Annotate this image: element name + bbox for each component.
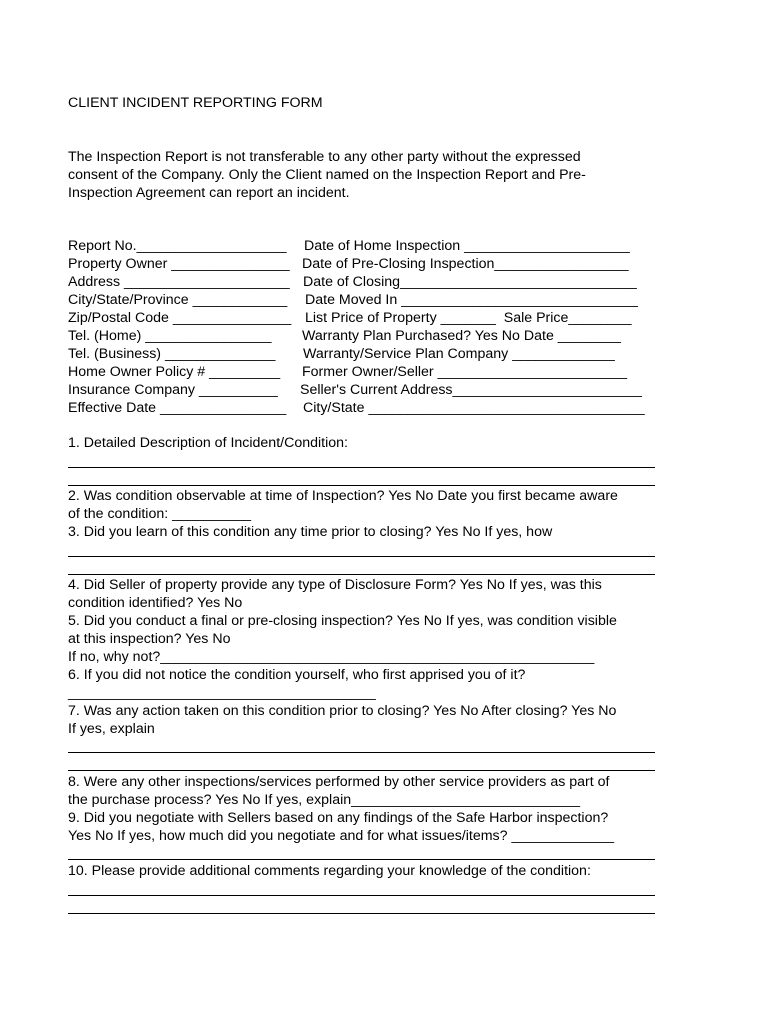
question-10: 10. Please provide additional comments regarding your knowledge of the condition: [68, 863, 591, 879]
intro-line: Inspection Agreement can report an incident. [68, 185, 350, 201]
answer-line[interactable] [68, 556, 655, 557]
question-2: 2. Was condition observable at time of Inspection? Yes No Date you first became aware [68, 488, 618, 504]
date-of-closing-field[interactable]: Date of Closing______________________________ [303, 274, 637, 290]
question-3: 3. Did you learn of this condition any time prior to closing? Yes No If yes, how [68, 524, 553, 540]
warranty-plan-field[interactable]: Warranty Plan Purchased? Yes No Date ________ [302, 328, 621, 344]
answer-line[interactable] [68, 859, 655, 860]
tel-business-field[interactable]: Tel. (Business) ______________ [68, 346, 276, 362]
question-6-answer[interactable]: _______________________________________ [68, 685, 376, 701]
answer-line[interactable] [68, 485, 655, 486]
answer-line[interactable] [68, 467, 655, 468]
question-1: 1. Detailed Description of Incident/Condition: [68, 435, 348, 451]
question-2-aware-date[interactable]: of the condition: __________ [68, 506, 252, 522]
answer-line[interactable] [68, 770, 655, 771]
question-5-continued: at this inspection? Yes No [68, 631, 231, 647]
question-9-continued[interactable]: Yes No If yes, how much did you negotiate and for what issues/items? _____________ [68, 828, 615, 844]
property-owner-field[interactable]: Property Owner _______________ [68, 256, 290, 272]
form-title: CLIENT INCIDENT REPORTING FORM [68, 95, 323, 111]
answer-line[interactable] [68, 895, 655, 896]
question-8-continued[interactable]: the purchase process? Yes No If yes, explain_____________________________ [68, 792, 580, 808]
zip-postal-code-field[interactable]: Zip/Postal Code _______________ [68, 310, 292, 326]
answer-line[interactable] [68, 752, 655, 753]
tel-home-field[interactable]: Tel. (Home) ________________ [68, 328, 272, 344]
question-5-why-not[interactable]: If no, why not?_______________________________________________________ [68, 649, 595, 665]
address-field[interactable]: Address _____________________ [68, 274, 290, 290]
date-home-inspection-field[interactable]: Date of Home Inspection _____________________ [304, 238, 630, 254]
question-6: 6. If you did not notice the condition yourself, who first apprised you of it? [68, 667, 526, 683]
former-owner-seller-field[interactable]: Former Owner/Seller ________________________ [302, 364, 627, 380]
date-pre-closing-inspection-field[interactable]: Date of Pre-Closing Inspection_________________ [302, 256, 629, 272]
question-4: 4. Did Seller of property provide any type of Disclosure Form? Yes No If yes, was this [68, 577, 602, 593]
intro-line: consent of the Company. Only the Client named on the Inspection Report and Pre- [68, 167, 586, 183]
question-4-continued: condition identified? Yes No [68, 595, 243, 611]
question-5: 5. Did you conduct a final or pre-closing inspection? Yes No If yes, was condition visible [68, 613, 617, 629]
question-7: 7. Was any action taken on this condition prior to closing? Yes No After closing? Yes No [68, 703, 617, 719]
report-no-field[interactable]: Report No.___________________ [68, 238, 287, 254]
date-moved-in-field[interactable]: Date Moved In ______________________________ [305, 292, 638, 308]
effective-date-field[interactable]: Effective Date ________________ [68, 400, 287, 416]
answer-line[interactable] [68, 574, 655, 575]
warranty-company-field[interactable]: Warranty/Service Plan Company _____________ [303, 346, 615, 362]
seller-current-address-field[interactable]: Seller's Current Address________________________ [300, 382, 642, 398]
city-state-field[interactable]: City/State ___________________________________ [303, 400, 645, 416]
home-owner-policy-field[interactable]: Home Owner Policy # _________ [68, 364, 281, 380]
answer-line[interactable] [68, 913, 655, 914]
list-sale-price-field[interactable]: List Price of Property _______ Sale Price________ [305, 310, 632, 326]
question-8: 8. Were any other inspections/services performed by other service providers as part of [68, 774, 610, 790]
insurance-company-field[interactable]: Insurance Company __________ [68, 382, 278, 398]
city-state-province-field[interactable]: City/State/Province ____________ [68, 292, 288, 308]
question-9: 9. Did you negotiate with Sellers based on any findings of the Safe Harbor inspection? [68, 810, 609, 826]
question-7-continued: If yes, explain [68, 721, 155, 737]
intro-line: The Inspection Report is not transferable to any other party without the expressed [68, 149, 581, 165]
